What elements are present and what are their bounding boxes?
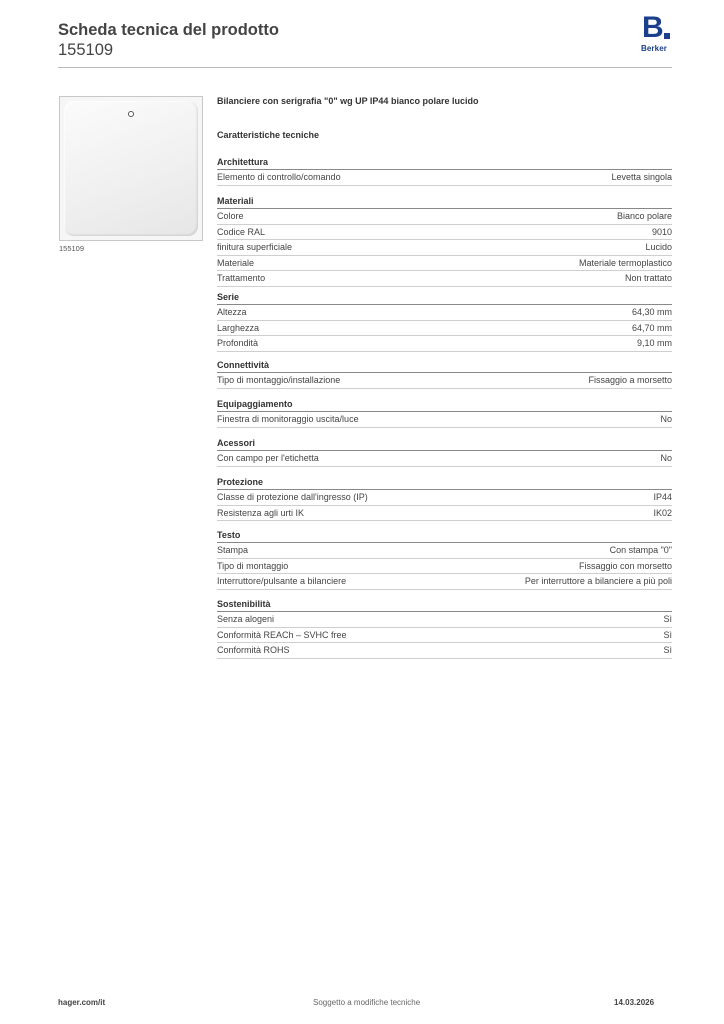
- spec-label: Resistenza agli urti IK: [217, 507, 305, 518]
- spec-row: [217, 256, 672, 272]
- spec-row: [217, 490, 672, 506]
- footer-notice: Soggetto a modifiche tecniche: [313, 998, 421, 1007]
- image-caption: 155109: [59, 244, 85, 253]
- spec-value: Sì: [663, 629, 672, 640]
- spec-value: Con stampa "0": [609, 545, 672, 555]
- spec-row: [217, 240, 672, 256]
- spec-value: 64,30 mm: [631, 307, 672, 317]
- berker-logo: [641, 11, 675, 55]
- section-title: Architettura: [217, 156, 672, 170]
- spec-row: [217, 628, 672, 644]
- spec-value: Per interruttore a bilanciere a più poli: [524, 576, 672, 586]
- document-title: Scheda tecnica del prodotto: [58, 21, 279, 39]
- spec-value: 64,70 mm: [631, 322, 672, 333]
- product-image: [59, 96, 203, 241]
- spec-label: Finestra di monitoraggio uscita/luce: [217, 414, 359, 424]
- rocker-switch-image: [64, 101, 198, 236]
- spec-value: No: [660, 453, 672, 463]
- section-title: Protezione: [217, 476, 672, 490]
- spec-section: [217, 156, 672, 186]
- spec-label: Tipo di montaggio: [217, 560, 289, 571]
- spec-row: [217, 574, 672, 590]
- logo-letter: B: [642, 11, 664, 44]
- spec-row: [217, 321, 672, 337]
- spec-section: [217, 598, 672, 659]
- spec-value: IP44: [653, 492, 672, 502]
- section-title: Serie: [217, 291, 672, 305]
- spec-value: Non trattato: [624, 273, 672, 283]
- logo-wordmark: Berker: [641, 44, 667, 53]
- spec-row: [217, 451, 672, 467]
- section-title: Connettività: [217, 359, 672, 373]
- spec-label: Stampa: [217, 545, 249, 555]
- section-title: Sostenibilità: [217, 598, 672, 612]
- spec-row: [217, 412, 672, 428]
- footer-website: hager.com/it: [58, 998, 106, 1007]
- spec-label: Profondità: [217, 338, 259, 348]
- spec-section: [217, 437, 672, 467]
- spec-row: [217, 612, 672, 628]
- spec-label: Altezza: [217, 307, 247, 317]
- spec-value: IK02: [653, 507, 672, 518]
- spec-row: [217, 643, 672, 659]
- spec-value: Levetta singola: [611, 172, 672, 182]
- spec-value: Bianco polare: [616, 211, 672, 221]
- spec-label: Tipo di montaggio/installazione: [217, 375, 341, 385]
- spec-value: 9010: [651, 226, 672, 237]
- spec-label: Colore: [217, 211, 244, 221]
- spec-row: [217, 225, 672, 241]
- spec-label: Classe di protezione dall'ingresso (IP): [217, 492, 368, 502]
- document-header: [58, 20, 279, 60]
- spec-section: [217, 195, 672, 287]
- product-name: Bilanciere con serigrafia "0" wg UP IP44 bianco polare lucido: [217, 96, 479, 106]
- spec-label: Materiale: [217, 257, 255, 268]
- spec-section: [217, 476, 672, 521]
- spec-label: Larghezza: [217, 322, 260, 333]
- spec-value: Sì: [663, 645, 672, 655]
- product-code: 155109: [58, 41, 114, 59]
- spec-label: Trattamento: [217, 273, 266, 283]
- led-indicator-icon: [128, 111, 134, 117]
- spec-label: finitura superficiale: [217, 242, 293, 252]
- spec-row: [217, 559, 672, 575]
- spec-section: [217, 291, 672, 352]
- footer-date: 14.03.2026: [614, 998, 655, 1007]
- section-title: Materiali: [217, 195, 672, 209]
- section-title: Acessori: [217, 437, 672, 451]
- logo-dot: [664, 33, 670, 39]
- spec-row: [217, 506, 672, 522]
- spec-label: Elemento di controllo/comando: [217, 172, 341, 182]
- spec-value: Materiale termoplastico: [578, 257, 672, 268]
- spec-label: Con campo per l'etichetta: [217, 453, 319, 463]
- spec-row: [217, 305, 672, 321]
- spec-value: Fissaggio a morsetto: [588, 375, 672, 385]
- spec-row: [217, 271, 672, 287]
- spec-section: [217, 529, 672, 590]
- tech-features-heading: Caratteristiche tecniche: [217, 130, 320, 140]
- spec-row: [217, 336, 672, 352]
- spec-section: [217, 398, 672, 428]
- spec-label: Conformità REACh – SVHC free: [217, 629, 347, 640]
- section-title: Testo: [217, 529, 672, 543]
- spec-label: Senza alogeni: [217, 614, 275, 624]
- spec-label: Codice RAL: [217, 226, 266, 237]
- spec-row: [217, 170, 672, 186]
- spec-row: [217, 543, 672, 559]
- spec-value: 9,10 mm: [636, 338, 672, 348]
- header-divider: [58, 67, 672, 68]
- spec-section: [217, 359, 672, 389]
- spec-row: [217, 209, 672, 225]
- spec-value: Sì: [663, 614, 672, 624]
- spec-value: Lucido: [645, 242, 672, 252]
- spec-value: No: [660, 414, 672, 424]
- spec-label: Conformità ROHS: [217, 645, 290, 655]
- spec-value: Fissaggio con morsetto: [578, 560, 672, 571]
- spec-row: [217, 373, 672, 389]
- section-title: Equipaggiamento: [217, 398, 672, 412]
- spec-label: Interruttore/pulsante a bilanciere: [217, 576, 347, 586]
